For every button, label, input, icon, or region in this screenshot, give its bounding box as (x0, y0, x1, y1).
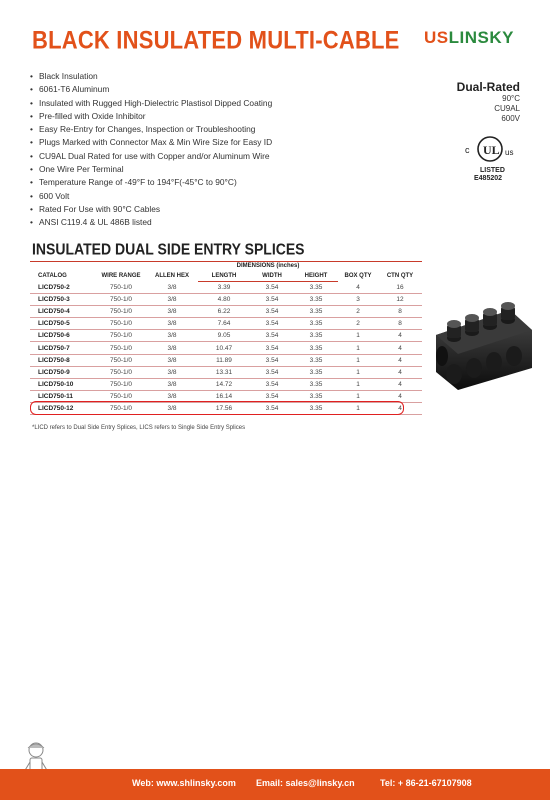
table-cell: 12 (378, 294, 422, 306)
header-ctn-qty: CTN QTY (386, 273, 414, 279)
table-cell: 3.35 (294, 402, 338, 414)
splice-table (30, 261, 422, 415)
table-cell: 3/8 (146, 330, 198, 342)
table-footnote: *LICD refers to Dual Side Entry Splices, LICS refers to Single Side Entry Splices (32, 425, 246, 431)
table-cell: 4 (378, 342, 422, 354)
table-cell: 750-1/0 (96, 318, 146, 330)
table-row (30, 366, 422, 378)
table-cell: 3.35 (294, 294, 338, 306)
table-cell: 3/8 (146, 390, 198, 402)
table-cell: 3.54 (250, 366, 294, 378)
page-title: BLACK INSULATED MULTI-CABLE (32, 26, 400, 54)
catalog-cell: LICD750-3 (30, 294, 96, 306)
table-cell: 1 (338, 402, 378, 414)
table-cell: 750-1/0 (96, 342, 146, 354)
table-cell: 3/8 (146, 282, 198, 294)
feature-item: • Black Insulation (30, 71, 98, 81)
feature-item: • 600 Volt (30, 190, 70, 201)
ul-number-text: E485202 (474, 175, 503, 182)
table-cell: 1 (338, 342, 378, 354)
table-row (30, 342, 422, 354)
table-cell: 3.35 (294, 378, 338, 390)
ul-listed-text: LISTED (480, 167, 505, 174)
feature-item: • Temperature Range of -49°F to 194°F(-45°C to 90°C) (30, 177, 237, 188)
table-cell: 3.54 (250, 378, 294, 390)
section-title: INSULATED DUAL SIDE ENTRY SPLICES (32, 240, 305, 258)
table-cell: 750-1/0 (96, 282, 146, 294)
feature-item: • Plugs Marked with Connector Max & Min Wire Size for Easy ID (30, 137, 273, 148)
row-highlight-outline (30, 401, 404, 414)
table-row (30, 330, 422, 342)
logo-linsky-text: LINSKY (448, 28, 514, 47)
table-cell: 3.54 (250, 330, 294, 342)
footer-email: Email: sales@linsky.cn (256, 778, 355, 788)
table-cell: 1 (338, 390, 378, 402)
table-cell: 3/8 (146, 402, 198, 414)
table-cell: 750-1/0 (96, 390, 146, 402)
brand-logo (424, 28, 514, 48)
table-cell: 4.80 (198, 294, 250, 306)
table-cell: 3.54 (250, 294, 294, 306)
splice-connector-image (428, 290, 536, 400)
header-wire-range: WIRE RANGE (101, 273, 141, 279)
header-height: HEIGHT (294, 272, 338, 282)
svg-text:c: c (465, 145, 470, 155)
table-cell: 2 (338, 318, 378, 330)
catalog-cell: LICD750-10 (30, 378, 96, 390)
feature-item: • Rated For Use with 90°C Cables (30, 203, 161, 214)
feature-item: • Insulated with Rugged High-Dielectric Plastisol Dipped Coating (30, 97, 273, 108)
feature-item: • ANSI C119.4 & UL 486B listed (30, 217, 152, 228)
table-cell: 3.35 (294, 318, 338, 330)
table-cell: 8 (378, 318, 422, 330)
table-cell: 1 (338, 366, 378, 378)
table-cell: 9.05 (198, 330, 250, 342)
table-cell: 3.35 (294, 390, 338, 402)
table-cell: 10.47 (198, 342, 250, 354)
header-length: LENGTH (198, 272, 250, 282)
table-cell: 3/8 (146, 294, 198, 306)
table-row (30, 354, 422, 366)
rating-voltage: 600V (501, 114, 520, 123)
table-cell: 13.31 (198, 366, 250, 378)
rating-block (457, 80, 520, 124)
catalog-cell: LICD750-5 (30, 318, 96, 330)
table-cell: 4 (338, 282, 378, 294)
rating-temp: 90°C (502, 94, 520, 103)
table-cell: 3.54 (250, 306, 294, 318)
table-cell: 3.54 (250, 318, 294, 330)
catalog-cell: LICD750-7 (30, 342, 96, 354)
table-cell: 3.39 (198, 282, 250, 294)
header-width: WIDTH (250, 272, 294, 282)
table-cell: 3/8 (146, 342, 198, 354)
footer-bar (0, 769, 550, 800)
table-row (30, 306, 422, 318)
table-row (30, 294, 422, 306)
table-cell: 3.54 (250, 354, 294, 366)
table-cell: 3.54 (250, 282, 294, 294)
catalog-cell: LICD750-8 (30, 354, 96, 366)
feature-item: • 6061-T6 Aluminum (30, 84, 110, 95)
table-cell: 4 (378, 402, 422, 414)
table-cell: 3.35 (294, 306, 338, 318)
feature-item: • One Wire Per Terminal (30, 164, 124, 175)
table-cell: 4 (378, 354, 422, 366)
table-cell: 3/8 (146, 366, 198, 378)
table-cell: 750-1/0 (96, 378, 146, 390)
table-cell: 16.14 (198, 390, 250, 402)
rating-material: CU9AL (494, 104, 520, 113)
table-cell: 4 (378, 330, 422, 342)
table-cell: 4 (378, 366, 422, 378)
table-cell: 3/8 (146, 354, 198, 366)
table-cell: 750-1/0 (96, 306, 146, 318)
catalog-cell: LICD750-2 (30, 282, 96, 294)
feature-list (30, 70, 272, 230)
footer-tel: Tel: + 86-21-67107908 (380, 778, 472, 788)
table-cell: 750-1/0 (96, 366, 146, 378)
table-cell: 7.64 (198, 318, 250, 330)
table-cell: 3.35 (294, 330, 338, 342)
header-box-qty: BOX QTY (344, 273, 372, 279)
table-cell: 17.56 (198, 402, 250, 414)
table-cell: 4 (378, 378, 422, 390)
header-dimensions: DIMENSIONS (inches) (236, 263, 300, 269)
catalog-cell: LICD750-12 (30, 402, 96, 414)
catalog-cell: LICD750-4 (30, 306, 96, 318)
table-cell: 3.54 (250, 342, 294, 354)
svg-text:us: us (505, 148, 514, 157)
table-cell: 750-1/0 (96, 402, 146, 414)
table-cell: 1 (338, 330, 378, 342)
table-cell: 2 (338, 306, 378, 318)
table-cell: 3.54 (250, 402, 294, 414)
table-cell: 750-1/0 (96, 330, 146, 342)
table-cell: 3/8 (146, 378, 198, 390)
table-row (30, 378, 422, 390)
catalog-cell: LICD750-9 (30, 366, 96, 378)
table-cell: 11.89 (198, 354, 250, 366)
table-cell: 3/8 (146, 306, 198, 318)
table-cell: 3.35 (294, 354, 338, 366)
table-cell: 750-1/0 (96, 294, 146, 306)
table-row (30, 318, 422, 330)
catalog-cell: LICD750-6 (30, 330, 96, 342)
table-row (30, 282, 422, 294)
feature-item: • CU9AL Dual Rated for use with Copper and/or Aluminum Wire (30, 150, 270, 161)
header-allen-hex: ALLEN HEX (154, 273, 189, 279)
table-cell: 3.35 (294, 366, 338, 378)
table-cell: 3/8 (146, 318, 198, 330)
splice-table-wrapper (30, 261, 422, 415)
table-cell: 6.22 (198, 306, 250, 318)
table-cell: 750-1/0 (96, 354, 146, 366)
svg-text:UL: UL (483, 143, 500, 157)
logo-us-text: US (424, 28, 449, 47)
feature-item: • Pre-filled with Oxide Inhibitor (30, 110, 146, 121)
table-cell: 14.72 (198, 378, 250, 390)
table-cell: 16 (378, 282, 422, 294)
table-cell: 4 (378, 390, 422, 402)
table-cell: 8 (378, 306, 422, 318)
table-body (30, 282, 422, 415)
catalog-cell: LICD750-11 (30, 390, 96, 402)
table-cell: 3.54 (250, 390, 294, 402)
table-cell: 1 (338, 354, 378, 366)
table-cell: 3.35 (294, 342, 338, 354)
table-cell: 1 (338, 378, 378, 390)
table-cell: 3 (338, 294, 378, 306)
header-catalog: CATALOG (38, 273, 67, 279)
feature-item: • Easy Re-Entry for Changes, Inspection or Troubleshooting (30, 124, 256, 135)
rating-head: Dual-Rated (456, 80, 520, 94)
footer-web: Web: www.shlinsky.com (132, 778, 236, 788)
table-cell: 3.35 (294, 282, 338, 294)
